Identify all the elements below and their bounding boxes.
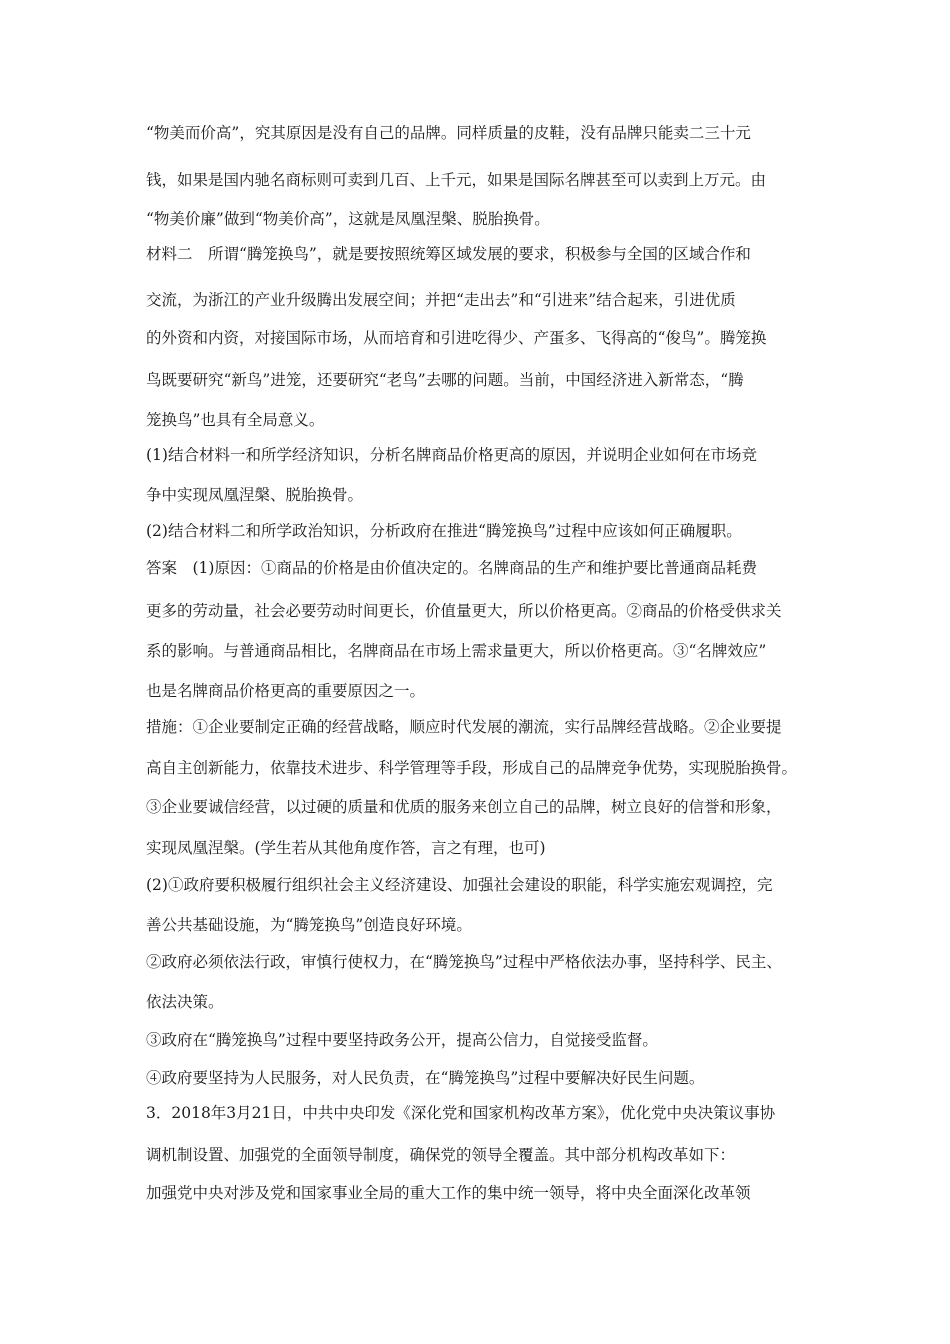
text-line: 也是名牌商品价格更高的重要原因之一。 (146, 682, 426, 700)
text-line: “物美价廉”做到“物美价高”，这就是凤凰涅槃、脱胎换骨。 (146, 210, 550, 228)
text-line: (2)①政府要积极履行组织社会主义经济建设、加强社会建设的职能，科学实施宏观调控，完 (146, 876, 773, 894)
text-line: (2)结合材料二和所学政治知识，分析政府在推进“腾笼换鸟”过程中应该如何正确履职。 (146, 522, 742, 540)
text-line: 答案 (1)原因：①商品的价格是由价值决定的。名牌商品的生产和维护要比普通商品耗费 (146, 559, 757, 577)
text-line: 交流，为浙江的产业升级腾出发展空间；并把“走出去”和“引进来”结合起来，引进优质 (146, 291, 736, 309)
text-line: 措施：①企业要制定正确的经营战略，顺应时代发展的潮流，实行品牌经营战略。②企业要提 (146, 718, 782, 736)
text-line: 加强党中央对涉及党和国家事业全局的重大工作的集中统一领导，将中央全面深化改革领 (146, 1184, 751, 1202)
text-line: 系的影响。与普通商品相比，名牌商品在市场上需求量更大，所以价格更高。③“名牌效应” (146, 642, 767, 660)
text-line: ③企业要诚信经营，以过硬的质量和优质的服务来创立自己的品牌，树立良好的信誉和形象， (146, 798, 782, 816)
text-line: 的外资和内资，对接国际市场，从而培育和引进吃得少、产蛋多、飞得高的“俊鸟”。腾笼换 (146, 329, 767, 347)
text-line: “物美而价高”，究其原因是没有自己的品牌。同样质量的皮鞋，没有品牌只能卖二三十元 (146, 124, 751, 142)
text-line: ③政府在“腾笼换鸟”过程中要坚持政务公开，提高公信力，自觉接受监督。 (146, 1031, 658, 1049)
text-line: 材料二 所谓“腾笼换鸟”，就是要按照统筹区域发展的要求，积极参与全国的区域合作和 (146, 245, 751, 263)
text-line: 笼换鸟”也具有全局意义。 (146, 411, 325, 429)
text-line: 争中实现凤凰涅槃、脱胎换骨。 (146, 486, 364, 504)
text-line: (1)结合材料一和所学经济知识，分析名牌商品价格更高的原因，并说明企业如何在市场竞 (146, 446, 757, 464)
text-line: 善公共基础设施，为“腾笼换鸟”创造良好环境。 (146, 916, 472, 934)
text-line: 调机制设置、加强党的全面领导制度，确保党的领导全覆盖。其中部分机构改革如下： (146, 1146, 736, 1164)
text-line: 3．2018年3月21日，中共中央印发《深化党和国家机构改革方案》，优化党中央决策议事协 (146, 1104, 776, 1122)
text-line: 高自主创新能力，依靠技术进步、科学管理等手段，形成自己的品牌竞争优势，实现脱胎换骨。 (146, 759, 798, 777)
text-line: 更多的劳动量，社会必要劳动时间更长，价值量更大，所以价格更高。②商品的价格受供求关 (146, 602, 782, 620)
text-line: 钱，如果是国内驰名商标则可卖到几百、上千元，如果是国际名牌甚至可以卖到上万元。由 (146, 171, 767, 189)
text-line: 依法决策。 (146, 993, 224, 1011)
text-line: ④政府要坚持为人民服务，对人民负责，在“腾笼换鸟”过程中要解决好民生问题。 (146, 1069, 705, 1087)
text-line: ②政府必须依法行政，审慎行使权力，在“腾笼换鸟”过程中严格依法办事，坚持科学、民主、 (146, 953, 782, 971)
text-line: 鸟既要研究“新鸟”进笼，还要研究“老鸟”去哪的问题。当前，中国经济进入新常态，“腾 (146, 371, 744, 389)
text-line: 实现凤凰涅槃。(学生若从其他角度作答，言之有理，也可) (146, 839, 546, 857)
